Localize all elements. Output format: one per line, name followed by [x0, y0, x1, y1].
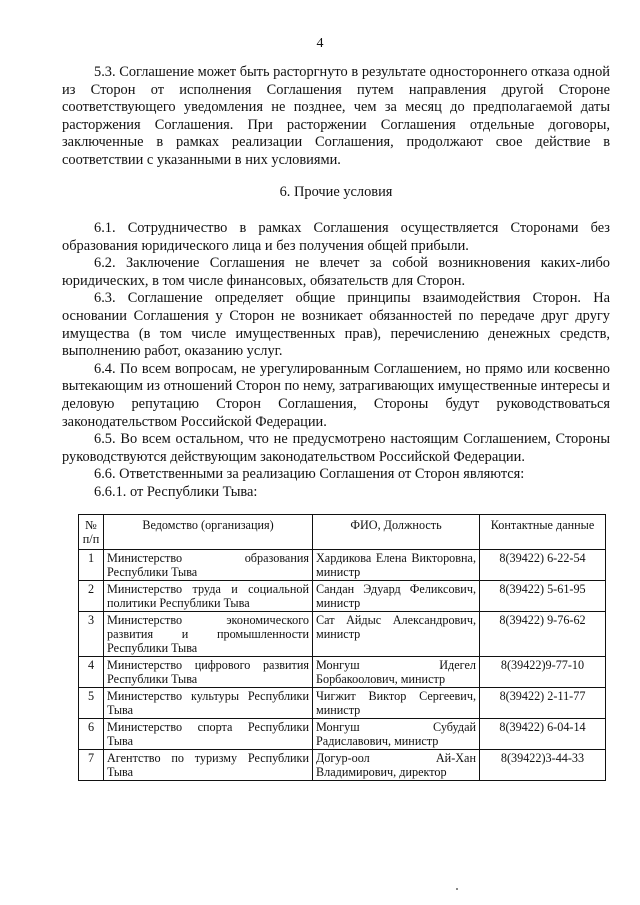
table-row [79, 750, 606, 781]
responsible-persons-table [78, 514, 606, 781]
paragraph-6-5: 6.5. Во всем остальном, что не предусмотрено настоящим Соглашением, Стороны руководствуются действующим законодательством Российской Федерации. [62, 431, 610, 465]
cell-fio: Хардикова Елена Викторовна, министр [313, 550, 480, 581]
header-fio: ФИО, Должность [313, 515, 480, 550]
section-heading: 6. Прочие условия [279, 184, 393, 200]
header-contact: Контактные данные [480, 515, 606, 550]
cell-num: 5 [79, 688, 104, 719]
cell-org: Министерство цифрового развития Республики Тыва [104, 657, 313, 688]
table-row [79, 719, 606, 750]
cell-num: 4 [79, 657, 104, 688]
cell-fio: Сат Айдыс Александрович, министр [313, 612, 480, 657]
cell-org: Министерство экономического развития и промышленности Республики Тыва [104, 612, 313, 657]
table-row [79, 550, 606, 581]
cell-contact: 8(39422)9-77-10 [480, 657, 606, 688]
paragraph-5-3: 5.3. Соглашение может быть расторгнуто в результате одностороннего отказа одной из Сторон от исполнения Соглашения путем направления другой Стороне соответствующего уведомления не позднее, чем за месяц до предполагаемой даты расторжения Соглашения. При расторжении Соглашения отдельные договоры, заключенные в рамках реализации Соглашения, продолжают свое действие в соответствии с указанными в них условиями. [62, 64, 610, 168]
cell-org: Министерство труда и социальной политики Республики Тыва [104, 581, 313, 612]
cell-num: 3 [79, 612, 104, 657]
paragraph-6-4: 6.4. По всем вопросам, не урегулированным Соглашением, но прямо или косвенно вытекающим из отношений Сторон по нему, затрагивающих имущественные интересы и деловую репутацию Сторон Соглашения, Стороны будут руководствоваться законодательством Российской Федерации. [62, 360, 610, 430]
section-5-text [62, 64, 610, 170]
cell-fio: Догур-оол Ай-Хан Владимирович, директор [313, 750, 480, 781]
cell-fio: Монгуш Идегел Борбакоолович, министр [313, 657, 480, 688]
cell-num: 1 [79, 550, 104, 581]
paragraph-6-2: 6.2. Заключение Соглашения не влечет за собой возникновения каких-либо юридических, в том числе финансовых, обязательств для Сторон. [62, 255, 610, 289]
cell-fio: Монгуш Субудай Радиславович, министр [313, 719, 480, 750]
cell-org: Агентство по туризму Республики Тыва [104, 750, 313, 781]
cell-contact: 8(39422) 2-11-77 [480, 688, 606, 719]
table-row [79, 581, 606, 612]
table-row [79, 612, 606, 657]
paragraph-6-1: 6.1. Сотрудничество в рамках Соглашения осуществляется Сторонами без образования юридического лица и без получения общей прибыли. [62, 220, 610, 254]
cell-fio: Сандан Эдуард Феликсович, министр [313, 581, 480, 612]
cell-contact: 8(39422) 5-61-95 [480, 581, 606, 612]
cell-org: Министерство образования Республики Тыва [104, 550, 313, 581]
cell-contact: 8(39422) 6-04-14 [480, 719, 606, 750]
table-row [79, 688, 606, 719]
header-num: № п/п [79, 515, 104, 550]
cell-contact: 8(39422) 6-22-54 [480, 550, 606, 581]
table-header-row [79, 515, 606, 550]
cell-org: Министерство спорта Республики Тыва [104, 719, 313, 750]
scan-speck [456, 888, 458, 890]
paragraph-6-6: 6.6. Ответственными за реализацию Соглашения от Сторон являются: [94, 466, 525, 483]
header-org: Ведомство (организация) [104, 515, 313, 550]
cell-num: 7 [79, 750, 104, 781]
cell-contact: 8(39422)3-44-33 [480, 750, 606, 781]
table-row [79, 657, 606, 688]
cell-contact: 8(39422) 9-76-62 [480, 612, 606, 657]
section-6-heading-wrap [62, 184, 610, 201]
section-6-text [62, 220, 610, 502]
cell-fio: Чигжит Виктор Сергеевич, министр [313, 688, 480, 719]
cell-org: Министерство культуры Республики Тыва [104, 688, 313, 719]
cell-num: 2 [79, 581, 104, 612]
page-number: 4 [316, 36, 324, 51]
paragraph-6-6-1: 6.6.1. от Республики Тыва: [94, 483, 258, 500]
cell-num: 6 [79, 719, 104, 750]
paragraph-6-3: 6.3. Соглашение определяет общие принципы взаимодействия Сторон. На основании Соглашения у Сторон не возникает обязанностей по передаче друг другу имущества (в том числе имущественных прав), перечислению денежных средств, выполнению работ, оказанию услуг. [62, 290, 610, 360]
